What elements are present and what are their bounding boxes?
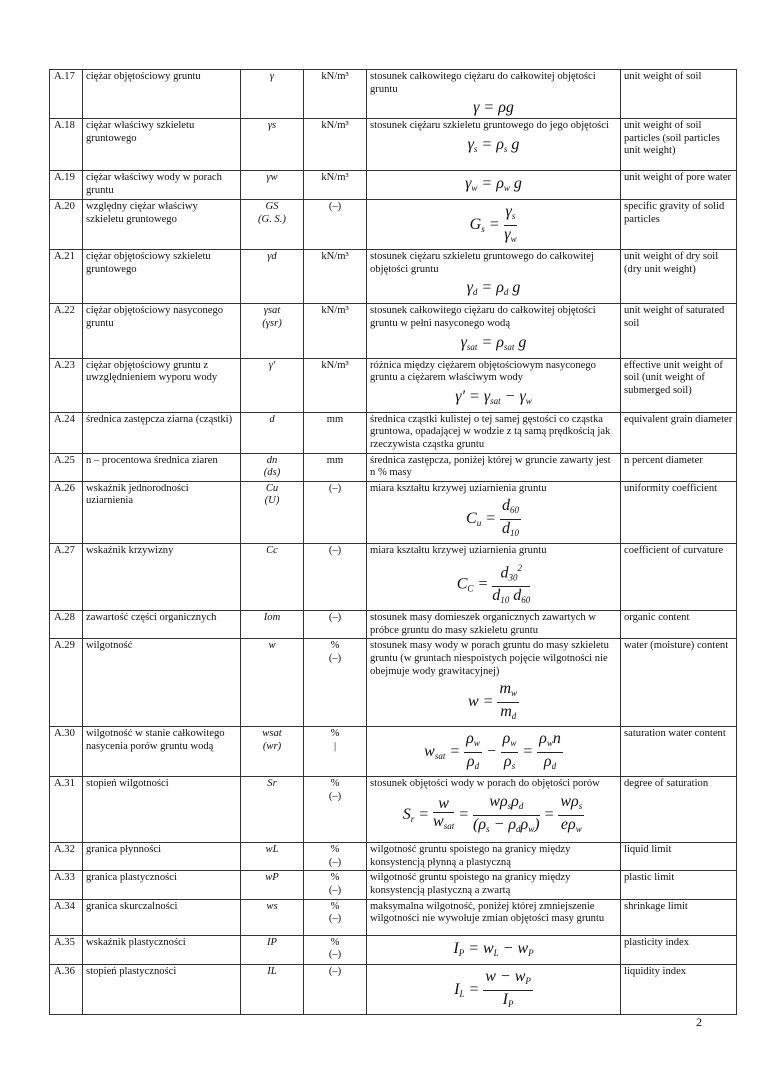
definition-text: stosunek ciężaru szkieletu gruntowego do jego objętości	[370, 120, 609, 132]
term-english: liquidity index	[621, 964, 737, 1014]
definition-cell	[367, 899, 621, 935]
symbol-alt: (G. S.)	[258, 213, 286, 225]
term-polish: wilgotność	[83, 639, 241, 727]
term-polish: wskaźnik krzywizny	[83, 544, 241, 611]
symbol: GS	[265, 201, 279, 213]
row-code: A.30	[50, 727, 83, 777]
formula: $I_P = w_L - w_P$	[453, 939, 534, 958]
formula: $\gamma_w = \rho_w$ g	[465, 175, 522, 194]
term-english: effective unit weight of soil (unit weight of submerged soil)	[621, 358, 737, 412]
symbol-cell	[241, 639, 304, 727]
unit-cell	[304, 200, 367, 250]
symbol: d	[269, 413, 275, 425]
symbol: Cc	[266, 545, 278, 557]
unit-cell	[304, 453, 367, 481]
row-code: A.32	[50, 843, 83, 871]
unit-cell	[304, 171, 367, 200]
formula: $I_L$ = $\frac{w - w_P}{I_P}$	[454, 967, 531, 1009]
definition-text: stosunek całkowitego ciężaru do całkowitej objętości gruntu w pełni nasyconego wodą	[370, 305, 596, 329]
unit: kN/m³	[321, 305, 349, 317]
symbol-cell	[241, 935, 304, 964]
formula: $\gamma_s = \rho_s$ g	[467, 135, 520, 154]
unit: %	[330, 936, 340, 948]
row-code: A.19	[50, 171, 83, 200]
unit: kN/m³	[321, 71, 349, 82]
table-row	[50, 304, 737, 358]
symbol-cell	[241, 481, 304, 544]
term-polish: ciężar właściwy szkieletu gruntowego	[83, 119, 241, 171]
symbol: γ′	[268, 359, 276, 371]
unit: %	[330, 728, 340, 740]
definition-text: wilgotność gruntu spoistego na granicy między konsystencją płynną a plastyczną	[370, 844, 571, 868]
term-polish: ciężar objętościowy gruntu z uwzględnieniem wyporu wody	[83, 358, 241, 412]
definition-cell	[367, 871, 621, 899]
term-english: organic content	[621, 611, 737, 639]
soil-parameters-table	[49, 69, 737, 1015]
unit-alt: |	[333, 740, 337, 752]
symbol-cell	[241, 304, 304, 358]
symbol: Cu	[265, 482, 279, 494]
symbol: ws	[266, 900, 278, 912]
row-code: A.28	[50, 611, 83, 639]
definition-text: stosunek całkowitego ciężaru do całkowitej objętości gruntu	[370, 71, 596, 95]
term-polish: granica skurczalności	[83, 899, 241, 935]
row-code: A.33	[50, 871, 83, 899]
term-english: liquid limit	[621, 843, 737, 871]
table-row	[50, 777, 737, 843]
unit: (–)	[328, 482, 342, 494]
unit: (–)	[328, 965, 342, 977]
formula: γ = ρg	[473, 99, 514, 117]
definition-cell	[367, 544, 621, 611]
symbol-cell	[241, 871, 304, 899]
table-row	[50, 871, 737, 899]
symbol: wsat	[262, 728, 282, 740]
definition-cell	[367, 119, 621, 171]
definition-text: średnica cząstki kulistej o tej samej gęstości co cząstka gruntowa, opadającej w wodzie z tą samą prędkością jak rzeczywista cząstka gruntu	[370, 413, 611, 450]
unit: mm	[326, 454, 344, 466]
term-english: specific gravity of solid particles	[621, 200, 737, 250]
definition-cell	[367, 358, 621, 412]
unit-cell	[304, 899, 367, 935]
unit-alt: (–)	[328, 884, 342, 896]
row-code: A.24	[50, 412, 83, 453]
unit-cell	[304, 412, 367, 453]
symbol-cell	[241, 358, 304, 412]
term-english: water (moisture) content	[621, 639, 737, 727]
unit: %	[330, 778, 340, 790]
definition-cell	[367, 639, 621, 727]
definition-cell	[367, 481, 621, 544]
table-row	[50, 250, 737, 304]
term-english: unit weight of dry soil (dry unit weight)	[621, 250, 737, 304]
symbol-cell	[241, 250, 304, 304]
symbol-alt: (U)	[264, 495, 280, 507]
symbol: γsat	[263, 305, 281, 317]
unit-cell	[304, 481, 367, 544]
unit-cell	[304, 70, 367, 119]
table-row	[50, 611, 737, 639]
term-polish: granica plastyczności	[83, 871, 241, 899]
table-row	[50, 843, 737, 871]
unit-alt: (–)	[328, 790, 342, 802]
row-code: A.22	[50, 304, 83, 358]
unit: %	[330, 900, 340, 912]
row-code: A.35	[50, 935, 83, 964]
unit: kN/m³	[321, 172, 349, 184]
table-row	[50, 935, 737, 964]
row-code: A.29	[50, 639, 83, 727]
definition-cell	[367, 843, 621, 871]
unit: kN/m³	[321, 359, 349, 371]
table-row	[50, 544, 737, 611]
row-code: A.34	[50, 899, 83, 935]
term-polish: średnica zastępcza ziarna (cząstki)	[83, 412, 241, 453]
definition-cell	[367, 453, 621, 481]
term-english: plasticity index	[621, 935, 737, 964]
symbol: γd	[267, 251, 277, 263]
definition-cell	[367, 304, 621, 358]
table-row	[50, 899, 737, 935]
row-code: A.21	[50, 250, 83, 304]
unit-cell	[304, 843, 367, 871]
unit-cell	[304, 358, 367, 412]
row-code: A.31	[50, 777, 83, 843]
term-polish: wskaźnik plastyczności	[83, 935, 241, 964]
formula: $\gamma' = \gamma_{sat} - \gamma_w$	[455, 387, 532, 406]
symbol-cell	[241, 544, 304, 611]
definition-cell	[367, 935, 621, 964]
symbol: Sr	[267, 778, 277, 790]
symbol: Iom	[263, 612, 281, 624]
symbol: γw	[266, 172, 278, 184]
formula: $\gamma_d = \rho_d$ g	[466, 279, 521, 298]
term-english: equivalent grain diameter	[621, 412, 737, 453]
definition-cell	[367, 964, 621, 1014]
definition-text: stosunek ciężaru szkieletu gruntowego do całkowitej objętości gruntu	[370, 251, 594, 275]
unit: (–)	[328, 545, 342, 557]
definition-cell	[367, 727, 621, 777]
row-code: A.18	[50, 119, 83, 171]
row-code: A.20	[50, 200, 83, 250]
term-polish: ciężar objętościowy gruntu	[83, 70, 241, 119]
term-polish: wilgotność w stanie całkowitego nasycenia porów gruntu wodą	[83, 727, 241, 777]
definition-cell	[367, 171, 621, 200]
symbol: γs	[267, 120, 277, 132]
unit-alt: (–)	[328, 653, 342, 665]
symbol-cell	[241, 412, 304, 453]
page-number: 2	[696, 1015, 702, 1029]
table-row	[50, 481, 737, 544]
symbol-cell	[241, 843, 304, 871]
table-row	[50, 358, 737, 412]
symbol-cell	[241, 964, 304, 1014]
unit-cell	[304, 119, 367, 171]
unit-cell	[304, 777, 367, 843]
term-polish: stopień wilgotności	[83, 777, 241, 843]
unit-cell	[304, 727, 367, 777]
definition-text: maksymalna wilgotność, poniżej której zmniejszenie wilgotności nie wywołuje zmian objętości masy gruntu	[370, 900, 605, 925]
symbol-cell	[241, 200, 304, 250]
definition-text: stosunek masy wody w porach gruntu do masy szkieletu gruntu (w gruntach niespoistych pojęcie wilgotności nie obejmuje wody grawitacyjnej)	[370, 640, 609, 677]
definition-text: średnica zastępcza, poniżej której w gruncie zawarty jest n % masy	[370, 454, 611, 479]
symbol-cell	[241, 611, 304, 639]
term-english: coefficient of curvature	[621, 544, 737, 611]
definition-cell	[367, 777, 621, 843]
unit-alt: (–)	[328, 949, 342, 961]
table-row	[50, 119, 737, 171]
row-code: A.27	[50, 544, 83, 611]
formula: $S_r$ = $\frac{w}{w_{sat}}$ = $\frac{w\rho_s\rho_d}{(\rho_s - \rho_d\rho_w)}$ = $\frac{w\rho_s}{e\rho_w}$	[402, 792, 583, 834]
symbol-cell	[241, 453, 304, 481]
term-english: shrinkage limit	[621, 899, 737, 935]
term-english: saturation water content	[621, 727, 737, 777]
row-code: A.25	[50, 453, 83, 481]
term-english: uniformity coefficient	[621, 481, 737, 544]
symbol-cell	[241, 777, 304, 843]
definition-text: miara kształtu krzywej uziarnienia gruntu	[370, 482, 547, 494]
unit: %	[330, 640, 340, 652]
row-code: A.26	[50, 481, 83, 544]
term-english: unit weight of pore water	[621, 171, 737, 200]
term-polish: granica płynności	[83, 843, 241, 871]
symbol-alt: (ds)	[263, 467, 281, 479]
unit: %	[330, 844, 340, 856]
term-polish: n – procentowa średnica ziaren	[83, 453, 241, 481]
symbol: γ	[269, 71, 275, 82]
term-english: n percent diameter	[621, 453, 737, 481]
formula: $C_C$ = $\frac{d_{30}^2}{d_{10} d_{60}}$	[370, 560, 617, 609]
definition-cell	[367, 250, 621, 304]
symbol-cell	[241, 727, 304, 777]
definition-cell	[367, 70, 621, 119]
unit-cell	[304, 964, 367, 1014]
table-row	[50, 727, 737, 777]
row-code: A.23	[50, 358, 83, 412]
term-english: unit weight of soil	[621, 70, 737, 119]
unit-cell	[304, 304, 367, 358]
table-row	[50, 200, 737, 250]
symbol: IP	[267, 936, 277, 948]
unit-cell	[304, 250, 367, 304]
term-english: unit weight of saturated soil	[621, 304, 737, 358]
table-row	[50, 70, 737, 119]
definition-cell	[367, 611, 621, 639]
unit: (–)	[328, 201, 342, 213]
symbol: wL	[265, 844, 279, 856]
formula: $\gamma_{sat} = \rho_{sat}$ g	[460, 333, 527, 352]
term-polish: wskaźnik jednorodności uziarnienia	[83, 481, 241, 544]
unit-alt: (–)	[328, 913, 342, 925]
row-code: A.36	[50, 964, 83, 1014]
unit-alt: (–)	[328, 856, 342, 868]
symbol: IL	[267, 965, 277, 977]
symbol-cell	[241, 119, 304, 171]
symbol: wP	[265, 872, 279, 884]
term-english: unit weight of soil particles (soil particles unit weight)	[621, 119, 737, 171]
formula: w = $\frac{m_w}{m_d}$	[467, 680, 518, 722]
definition-text: stosunek masy domieszek organicznych zawartych w próbce gruntu do masy szkieletu gruntu	[370, 612, 597, 636]
term-polish: względny ciężar właściwy szkieletu gruntowego	[83, 200, 241, 250]
table-row	[50, 412, 737, 453]
definition-cell	[367, 412, 621, 453]
table-row	[50, 453, 737, 481]
table-row	[50, 171, 737, 200]
term-english: plastic limit	[621, 871, 737, 899]
unit: kN/m³	[321, 251, 349, 263]
definition-text: wilgotność gruntu spoistego na granicy między konsystencją plastyczną a zwartą	[370, 872, 571, 896]
definition-text: stosunek objętości wody w porach do objętości porów	[370, 778, 600, 790]
unit: %	[330, 872, 340, 884]
formula: $w_{sat}$ = $\frac{\rho_w}{\rho_d}$ − $\frac{\rho_w}{\rho_s}$ = $\frac{\rho_wn}{\rho_d}$	[424, 730, 561, 772]
symbol: dn	[266, 454, 278, 466]
definition-cell	[367, 200, 621, 250]
term-polish: ciężar właściwy wody w porach gruntu	[83, 171, 241, 200]
term-polish: ciężar objętościowy nasyconego gruntu	[83, 304, 241, 358]
term-polish: stopień plastyczności	[83, 964, 241, 1014]
symbol-alt: (γsr)	[262, 317, 282, 329]
symbol-cell	[241, 171, 304, 200]
formula: $G_s$ = $\frac{\gamma_s}{\gamma_w}$	[469, 203, 517, 245]
unit-cell	[304, 935, 367, 964]
term-english: degree of saturation	[621, 777, 737, 843]
row-code: A.17	[50, 70, 83, 119]
unit-cell	[304, 871, 367, 899]
definition-text: różnica między ciężarem objętościowym nasyconego gruntu a ciężarem właściwym wody	[370, 359, 596, 384]
table-row	[50, 639, 737, 727]
symbol-cell	[241, 899, 304, 935]
table-row	[50, 964, 737, 1014]
symbol: w	[268, 640, 276, 652]
symbol-cell	[241, 70, 304, 119]
definition-text: miara kształtu krzywej uziarnienia gruntu	[370, 545, 547, 557]
term-polish: zawartość części organicznych	[83, 611, 241, 639]
unit: (–)	[328, 612, 342, 624]
symbol-alt: (wr)	[262, 740, 282, 752]
formula: $C_u$ = $\frac{d_{60}}{d_{10}}$	[466, 497, 519, 539]
unit-cell	[304, 544, 367, 611]
unit: mm	[326, 413, 344, 425]
term-polish: ciężar objętościowy szkieletu gruntowego	[83, 250, 241, 304]
unit: kN/m³	[321, 120, 349, 132]
unit-cell	[304, 611, 367, 639]
unit-cell	[304, 639, 367, 727]
